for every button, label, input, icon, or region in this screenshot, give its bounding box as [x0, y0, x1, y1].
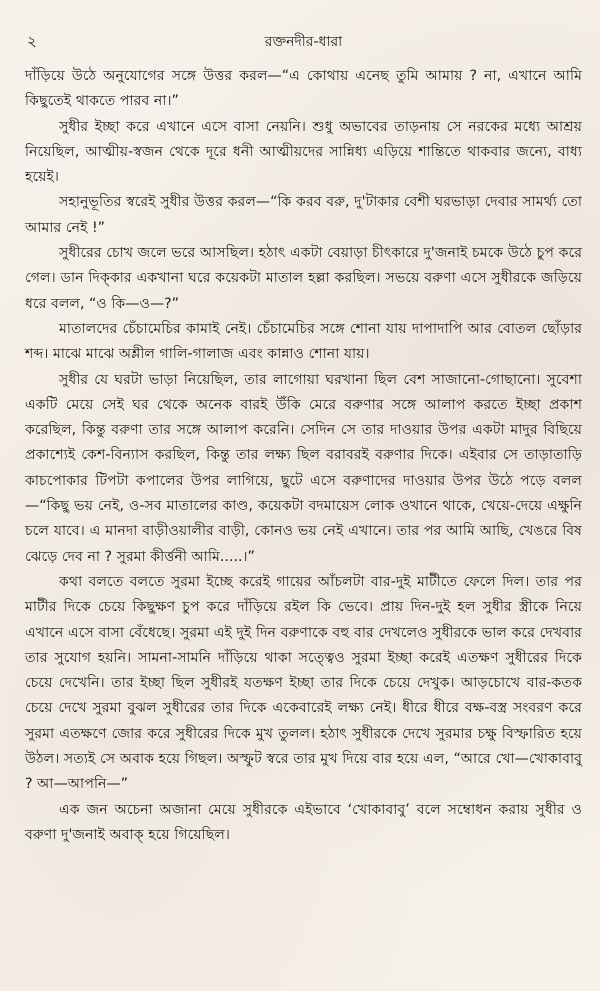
running-title: রক্তনদীর-ধারা [264, 34, 343, 50]
paragraph: দাঁড়িয়ে উঠে অনুযোগের সঙ্গে উত্তর করল—“এ কোথায় এনেছ তুমি আমায় ? না, এখানে আমি কিছুতেই থাকতে পারব না।” [25, 68, 582, 110]
paragraph: কথা বলতে বলতে সুরমা ইচ্ছে করেই গায়ের আঁচলটা বার-দুই মাটীতে ফেলে দিল। তার পর মাটীর দিকে চেয়ে কিছুক্ষণ চুপ করে দাঁড়িয়ে রইল কি ভেবে। প্রায় দিন-দুই হল সুধীর স্ত্রীকে নিয়ে এখানে এসে বাসা বেঁধেছে। সুরমা এই দুই দিন বরুণাকে বহু বার দেখলেও সুধীরকে ভাল করে দেখবার তার সুযোগ হয়নি। সামনা-সামনি দাঁড়িয়ে থাকা সত্ত্বেও সুরমা ইচ্ছা করেই এতক্ষণ সুধীরের দিকে চেয়ে দেখেনি। তার ইচ্ছা ছিল সুধীরই যতক্ষণ ইচ্ছা তার দিকে চেয়ে দেখুক। আড়চোখে বার-কতক চেয়ে দেখে সুরমা বুঝল সুধীরের তার দিকে একেবারেই লক্ষ্য নেই। ধীরে ধীরে বক্ষ-বস্ত্র সংবরণ করে সুরমা এতক্ষণে জোর করে সুধীরের দিকে মুখ তুলল। হঠাৎ সুধীরকে দেখে সুরমার চক্ষু বিস্ফারিত হয়ে উঠল। সত্যই সে অবাক হয়ে গিছল। অস্ফুট স্বরে তার মুখ দিয়ে বার হয়ে এল, “আরে খো—খোকাবাবু ? আ—আপনি—” [25, 573, 582, 793]
paragraph: সহানুভূতির স্বরেই সুধীর উত্তর করল—“কি করব বরু, দু'টাকার বেশী ঘরভাড়া দেবার সামর্থ্য তো আমার নেই !” [25, 194, 582, 236]
paragraph: সুধীরের চোখ জলে ভরে আসছিল। হঠাৎ একটা বেয়াড়া চীৎকারে দু'জনাই চমকে উঠে চুপ করে গেল। ডান দিক্‌কার একখানা ঘরে কয়েকটা মাতাল হল্লা করছিল। সভয়ে বরুণা এসে সুধীরকে জড়িয়ে ধরে বলল, “ও কি—ও—?” [25, 245, 582, 312]
page-header [25, 30, 582, 64]
paragraph: মাতালদের চেঁচামেচির কামাই নেই। চেঁচামেচির সঙ্গে শোনা যায় দাপাদাপি আর বোতল ছোঁড়ার শব্দ। মাঝে মাঝে অশ্লীল গালি-গালাজ এবং কান্নাও শোনা যায়। [25, 320, 582, 363]
page-number: ২ [27, 32, 37, 50]
paragraph: এক জন অচেনা অজানা মেয়ে সুধীরকে এইভাবে ‘খোকাবাবু’ বলে সম্বোধন করায় সুধীর ও বরুণা দু'জনাই অবাক্ হয়ে গিয়েছিল। [25, 801, 582, 843]
body-text [25, 64, 582, 848]
paragraph: সুধীর যে ঘরটা ভাড়া নিয়েছিল, তার লাগোয়া ঘরখানা ছিল বেশ সাজানো-গোছানো। সুবেশা একটি মেয়ে সেই ঘর থেকে অনেক বারই উঁকি মেরে বরুণার সঙ্গে আলাপ করতে ইচ্ছা প্রকাশ করেছিল, কিন্তু বরুণা তার সঙ্গে আলাপ করেনি। সেদিন সে তার দাওয়ার উপর একটা মাদুর বিছিয়ে প্রকাশ্যেই কেশ-বিন্যাস করছিল, কিন্তু তার লক্ষ্য ছিল বরাবরই বরুণার দিকে। এইবার সে তাড়াতাড়ি কাচপোকার টিপটা কপালের উপর লাগিয়ে, ছুটে এসে বরুণাদের দাওয়ার উপর উঠে পড়ে বলল—“কিছু ভয় নেই, ও-সব মাতালের কাণ্ড, কয়েকটা বদমায়েস লোক ওখানে থাকে, খেয়ে-দেয়ে এক্ষুনি চলে যাবে। এ মানদা বাড়ীওয়ালীর বাড়ী, কোনও ভয় নেই এখানে। তার পর আমি আছি, খেঙরে বিষ ঝেড়ে দেব না ? সুরমা কীর্ত্তনী আমি.....।” [25, 371, 582, 565]
paragraph: সুধীর ইচ্ছা করে এখানে এসে বাসা নেয়নি। শুধু অভাবের তাড়নায় সে নরকের মধ্যে আশ্রয় নিয়েছিল, আত্মীয়-স্বজন থেকে দূরে ধনী আত্মীয়দের সান্নিধ্য এড়িয়ে শান্তিতে থাকবার জন্যে, বাধ্য হয়েই। [25, 118, 582, 186]
